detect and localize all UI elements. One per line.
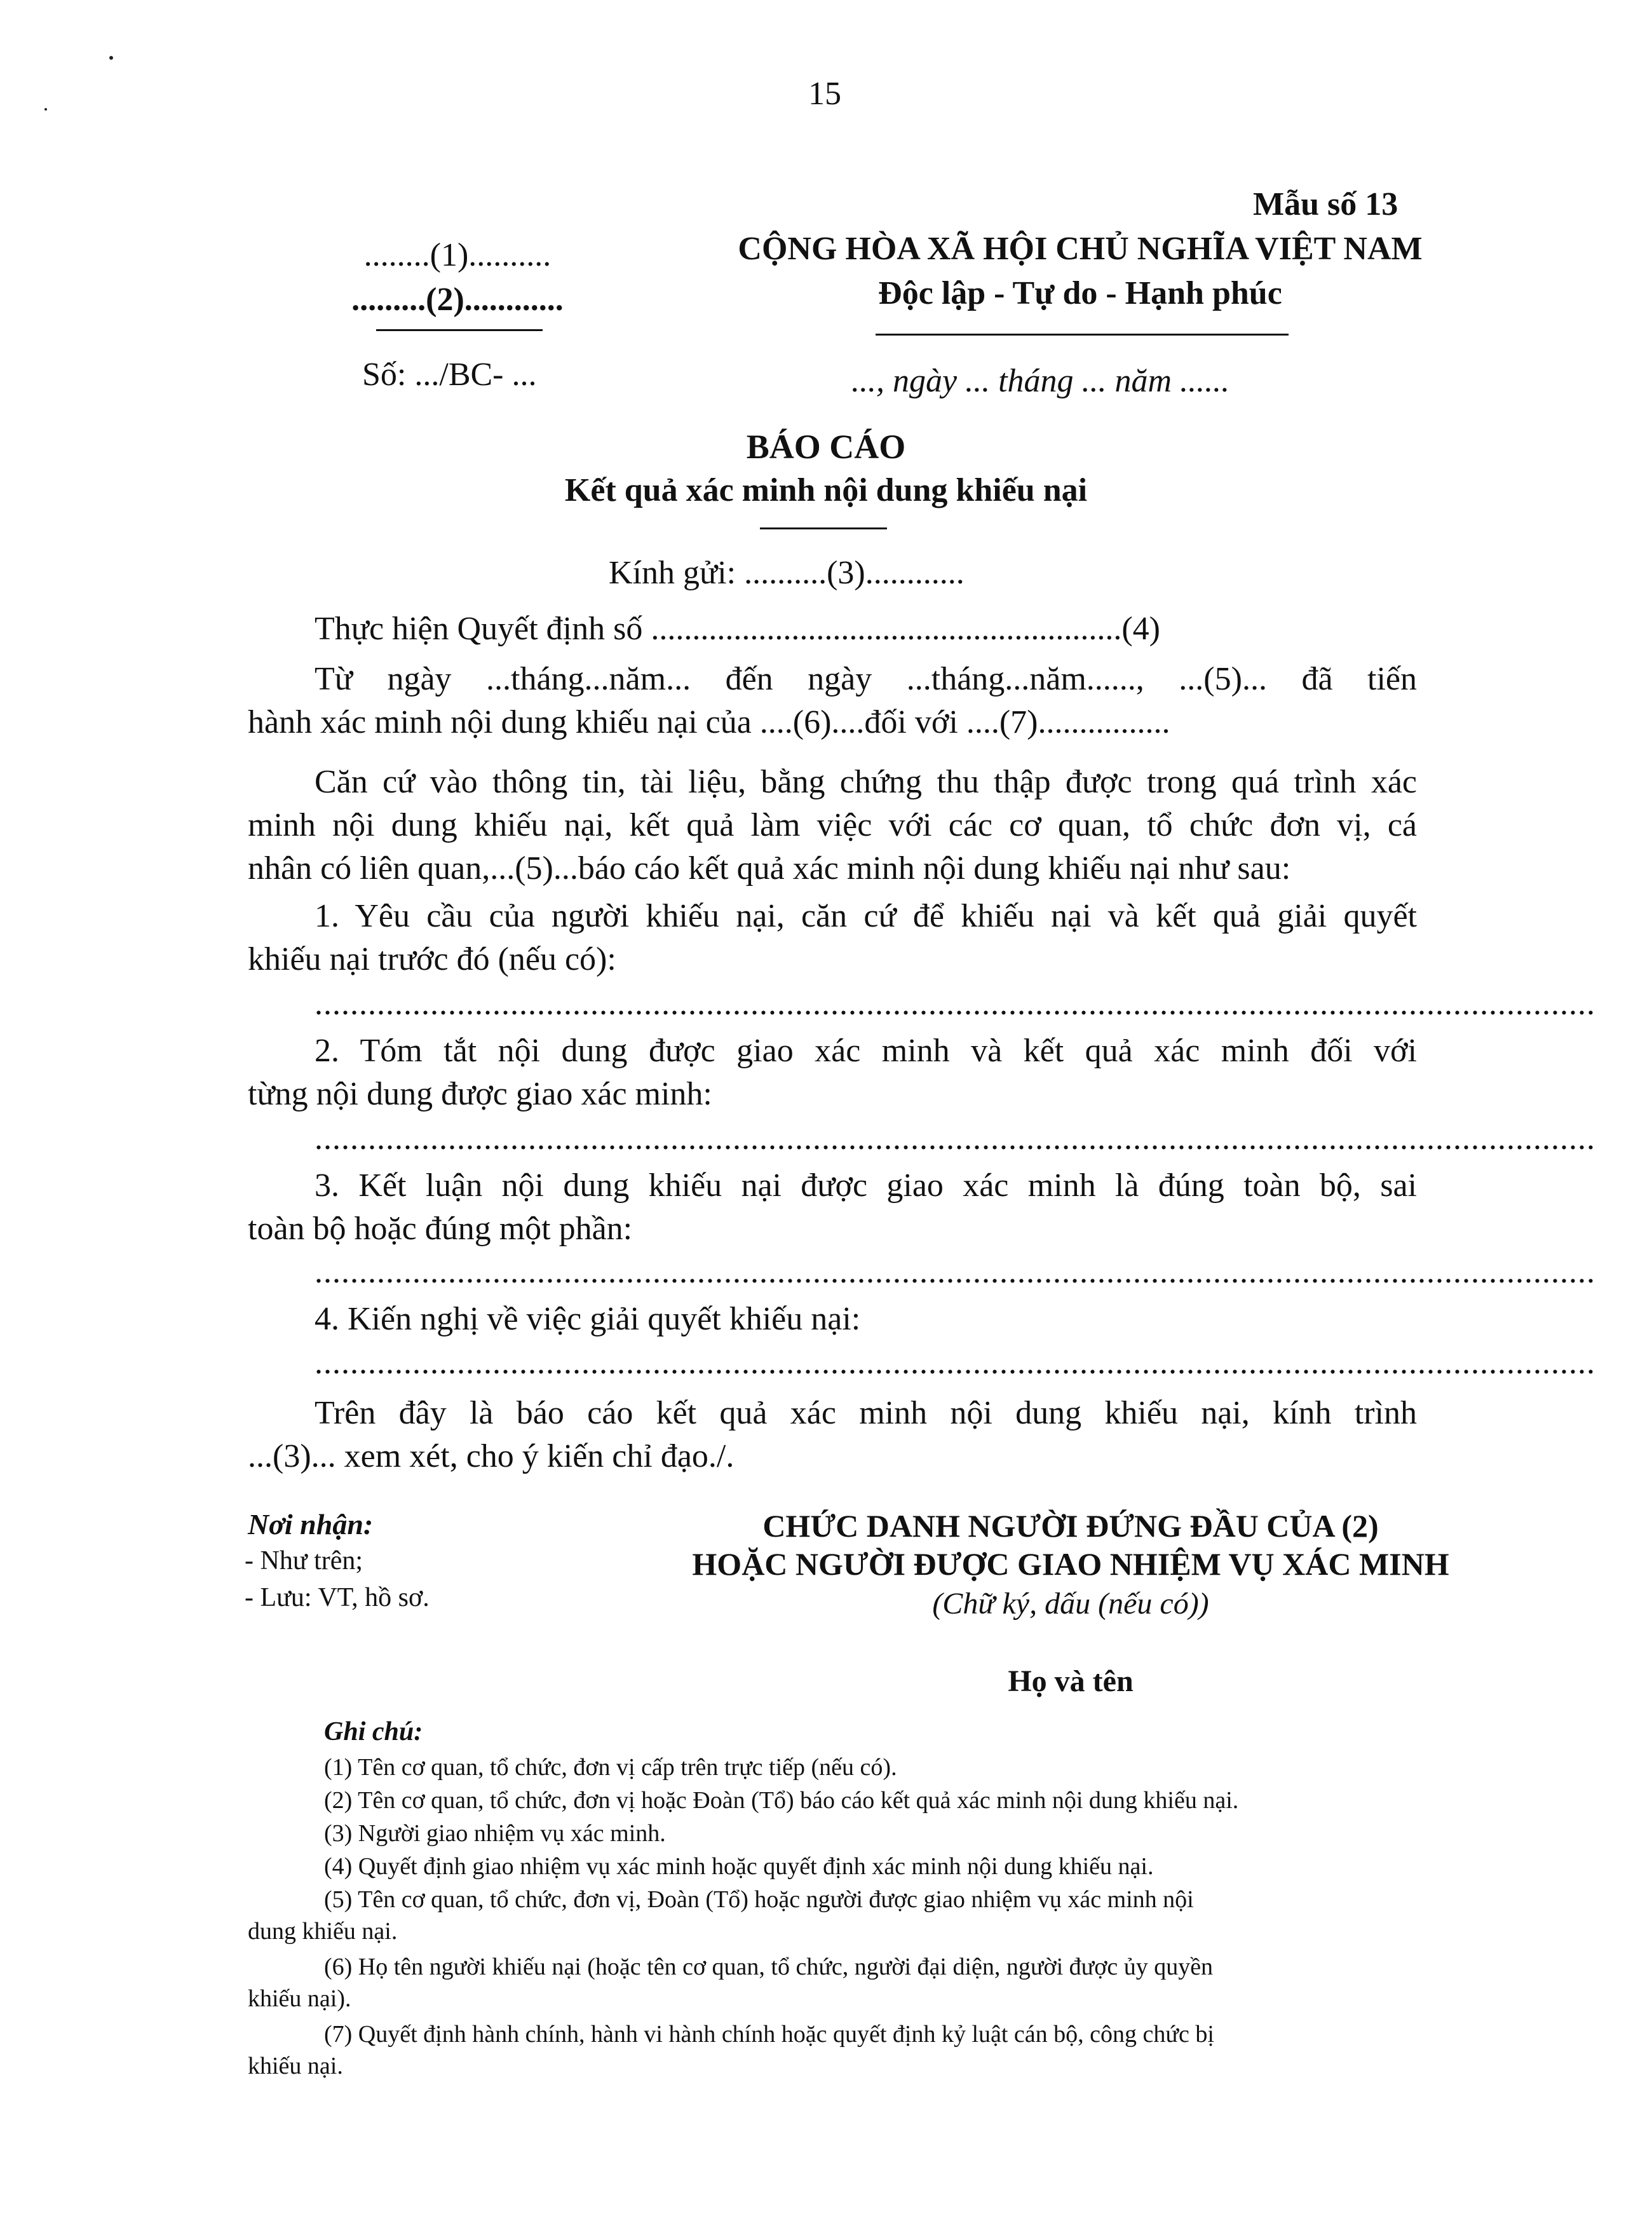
closing-line-2: ...(3)... xem xét, cho ý kiến chỉ đạo./.: [248, 1438, 735, 1474]
recipient-item: - Lưu: VT, hồ sơ.: [245, 1583, 430, 1612]
note-2: (2) Tên cơ quan, tổ chức, đơn vị hoặc Đoàn (Tổ) báo cáo kết quả xác minh nội dung khiếu nại.: [324, 1787, 1239, 1814]
closing-paragraph: [248, 1392, 1417, 1478]
document-number: Số: .../BC- ...: [362, 357, 537, 393]
closing-line-1: Trên đây là báo cáo kết quả xác minh nội dung khiếu nại, kính trình: [315, 1395, 1417, 1431]
signature-note: (Chữ ký, dấu (nếu có)): [932, 1587, 1209, 1621]
report-subtitle: Kết quả xác minh nội dung khiếu nại: [564, 472, 1088, 508]
note-6-line-2: khiếu nại).: [248, 1985, 351, 2012]
item-1-line-1: 1. Yêu cầu của người khiếu nại, căn cứ để khiếu nại và kết quả giải quyết: [315, 898, 1417, 934]
note-5-line-1: (5) Tên cơ quan, tổ chức, đơn vị, Đoàn (Tổ) hoặc người được giao nhiệm vụ xác minh nội: [324, 1886, 1194, 1913]
item-1-line-2: khiếu nại trước đó (nếu có):: [248, 941, 616, 977]
national-title: CỘNG HÒA XÃ HỘI CHỦ NGHĨA VIỆT NAM: [738, 231, 1423, 267]
basis-line-3: nhân có liên quan,...(5)...báo cáo kết quả xác minh nội dung khiếu nại như sau:: [248, 850, 1291, 887]
item-2-line-1: 2. Tóm tắt nội dung được giao xác minh và kết quả xác minh đối với: [315, 1033, 1417, 1069]
item-2-answer-dots: ................................................................................................................................................: [315, 1120, 1595, 1157]
note-3: (3) Người giao nhiệm vụ xác minh.: [324, 1820, 666, 1847]
basis-line-1: Căn cứ vào thông tin, tài liệu, bằng chứng thu thập được trong quá trình xác: [315, 764, 1417, 800]
header-left-rule: [376, 329, 543, 331]
issuing-unit-line: .........(2)............: [351, 282, 564, 318]
issuing-authority-line: ........(1)..........: [363, 237, 552, 273]
item-4-answer-dots: ................................................................................................................................................: [315, 1345, 1595, 1381]
item-1: [248, 895, 1417, 981]
date-line: ..., ngày ... tháng ... năm ......: [851, 363, 1230, 399]
title-rule: [760, 527, 887, 529]
item-3-line-1: 3. Kết luận nội dung khiếu nại được giao xác minh là đúng toàn bộ, sai: [315, 1167, 1417, 1204]
note-7-line-1: (7) Quyết định hành chính, hành vi hành chính hoặc quyết định kỷ luật cán bộ, công chức bị: [324, 2021, 1214, 2048]
period-paragraph: [248, 658, 1417, 744]
period-line-1: Từ ngày ...tháng...năm... đến ngày ...tháng...năm......, ...(5)... đã tiến: [315, 661, 1417, 697]
item-3-answer-dots: ................................................................................................................................................: [315, 1254, 1595, 1290]
recipient-item: - Như trên;: [245, 1546, 363, 1575]
form-number: Mẫu số 13: [1253, 186, 1398, 222]
signer-title-line-1: CHỨC DANH NGƯỜI ĐỨNG ĐẦU CỦA (2): [762, 1508, 1379, 1544]
item-4-line-1: 4. Kiến nghị về việc giải quyết khiếu nại:: [315, 1301, 861, 1337]
recipient-line: Kính gửi: ..........(3)............: [609, 555, 965, 591]
scan-speck: [44, 108, 47, 111]
scan-speck: [109, 56, 113, 60]
note-5-line-2: dung khiếu nại.: [248, 1918, 398, 1945]
basis-paragraph: [248, 761, 1417, 890]
item-3-line-2: toàn bộ hoặc đúng một phần:: [248, 1211, 633, 1247]
note-7-line-2: khiếu nại.: [248, 2053, 343, 2079]
note-6-line-1: (6) Họ tên người khiếu nại (hoặc tên cơ quan, tổ chức, người đại diện, người được ủy quyền: [324, 1954, 1214, 1980]
item-3: [248, 1164, 1417, 1251]
header-right-rule: [876, 334, 1289, 336]
item-2: [248, 1030, 1417, 1116]
note-4: (4) Quyết định giao nhiệm vụ xác minh hoặc quyết định xác minh nội dung khiếu nại.: [324, 1853, 1154, 1880]
national-motto: Độc lập - Tự do - Hạnh phúc: [878, 275, 1282, 311]
decision-paragraph: Thực hiện Quyết định số .........................................................(4): [315, 611, 1160, 647]
notes-label: Ghi chú:: [324, 1717, 423, 1746]
page-number: 15: [808, 76, 841, 112]
item-2-line-2: từng nội dung được giao xác minh:: [248, 1076, 712, 1112]
signer-name: Họ và tên: [1008, 1664, 1134, 1698]
period-line-2: hành xác minh nội dung khiếu nại của ....(6)....đối với ....(7)................: [248, 704, 1170, 740]
report-title: BÁO CÁO: [746, 428, 906, 466]
signer-title-line-2: HOẶC NGƯỜI ĐƯỢC GIAO NHIỆM VỤ XÁC MINH: [692, 1546, 1449, 1582]
recipients-label: Nơi nhận:: [248, 1508, 374, 1540]
note-1: (1) Tên cơ quan, tổ chức, đơn vị cấp trên trực tiếp (nếu có).: [324, 1754, 897, 1781]
basis-line-2: minh nội dung khiếu nại, kết quả làm việc với các cơ quan, tổ chức đơn vị, cá: [248, 807, 1417, 843]
item-1-answer-dots: ................................................................................................................................................: [315, 986, 1595, 1022]
